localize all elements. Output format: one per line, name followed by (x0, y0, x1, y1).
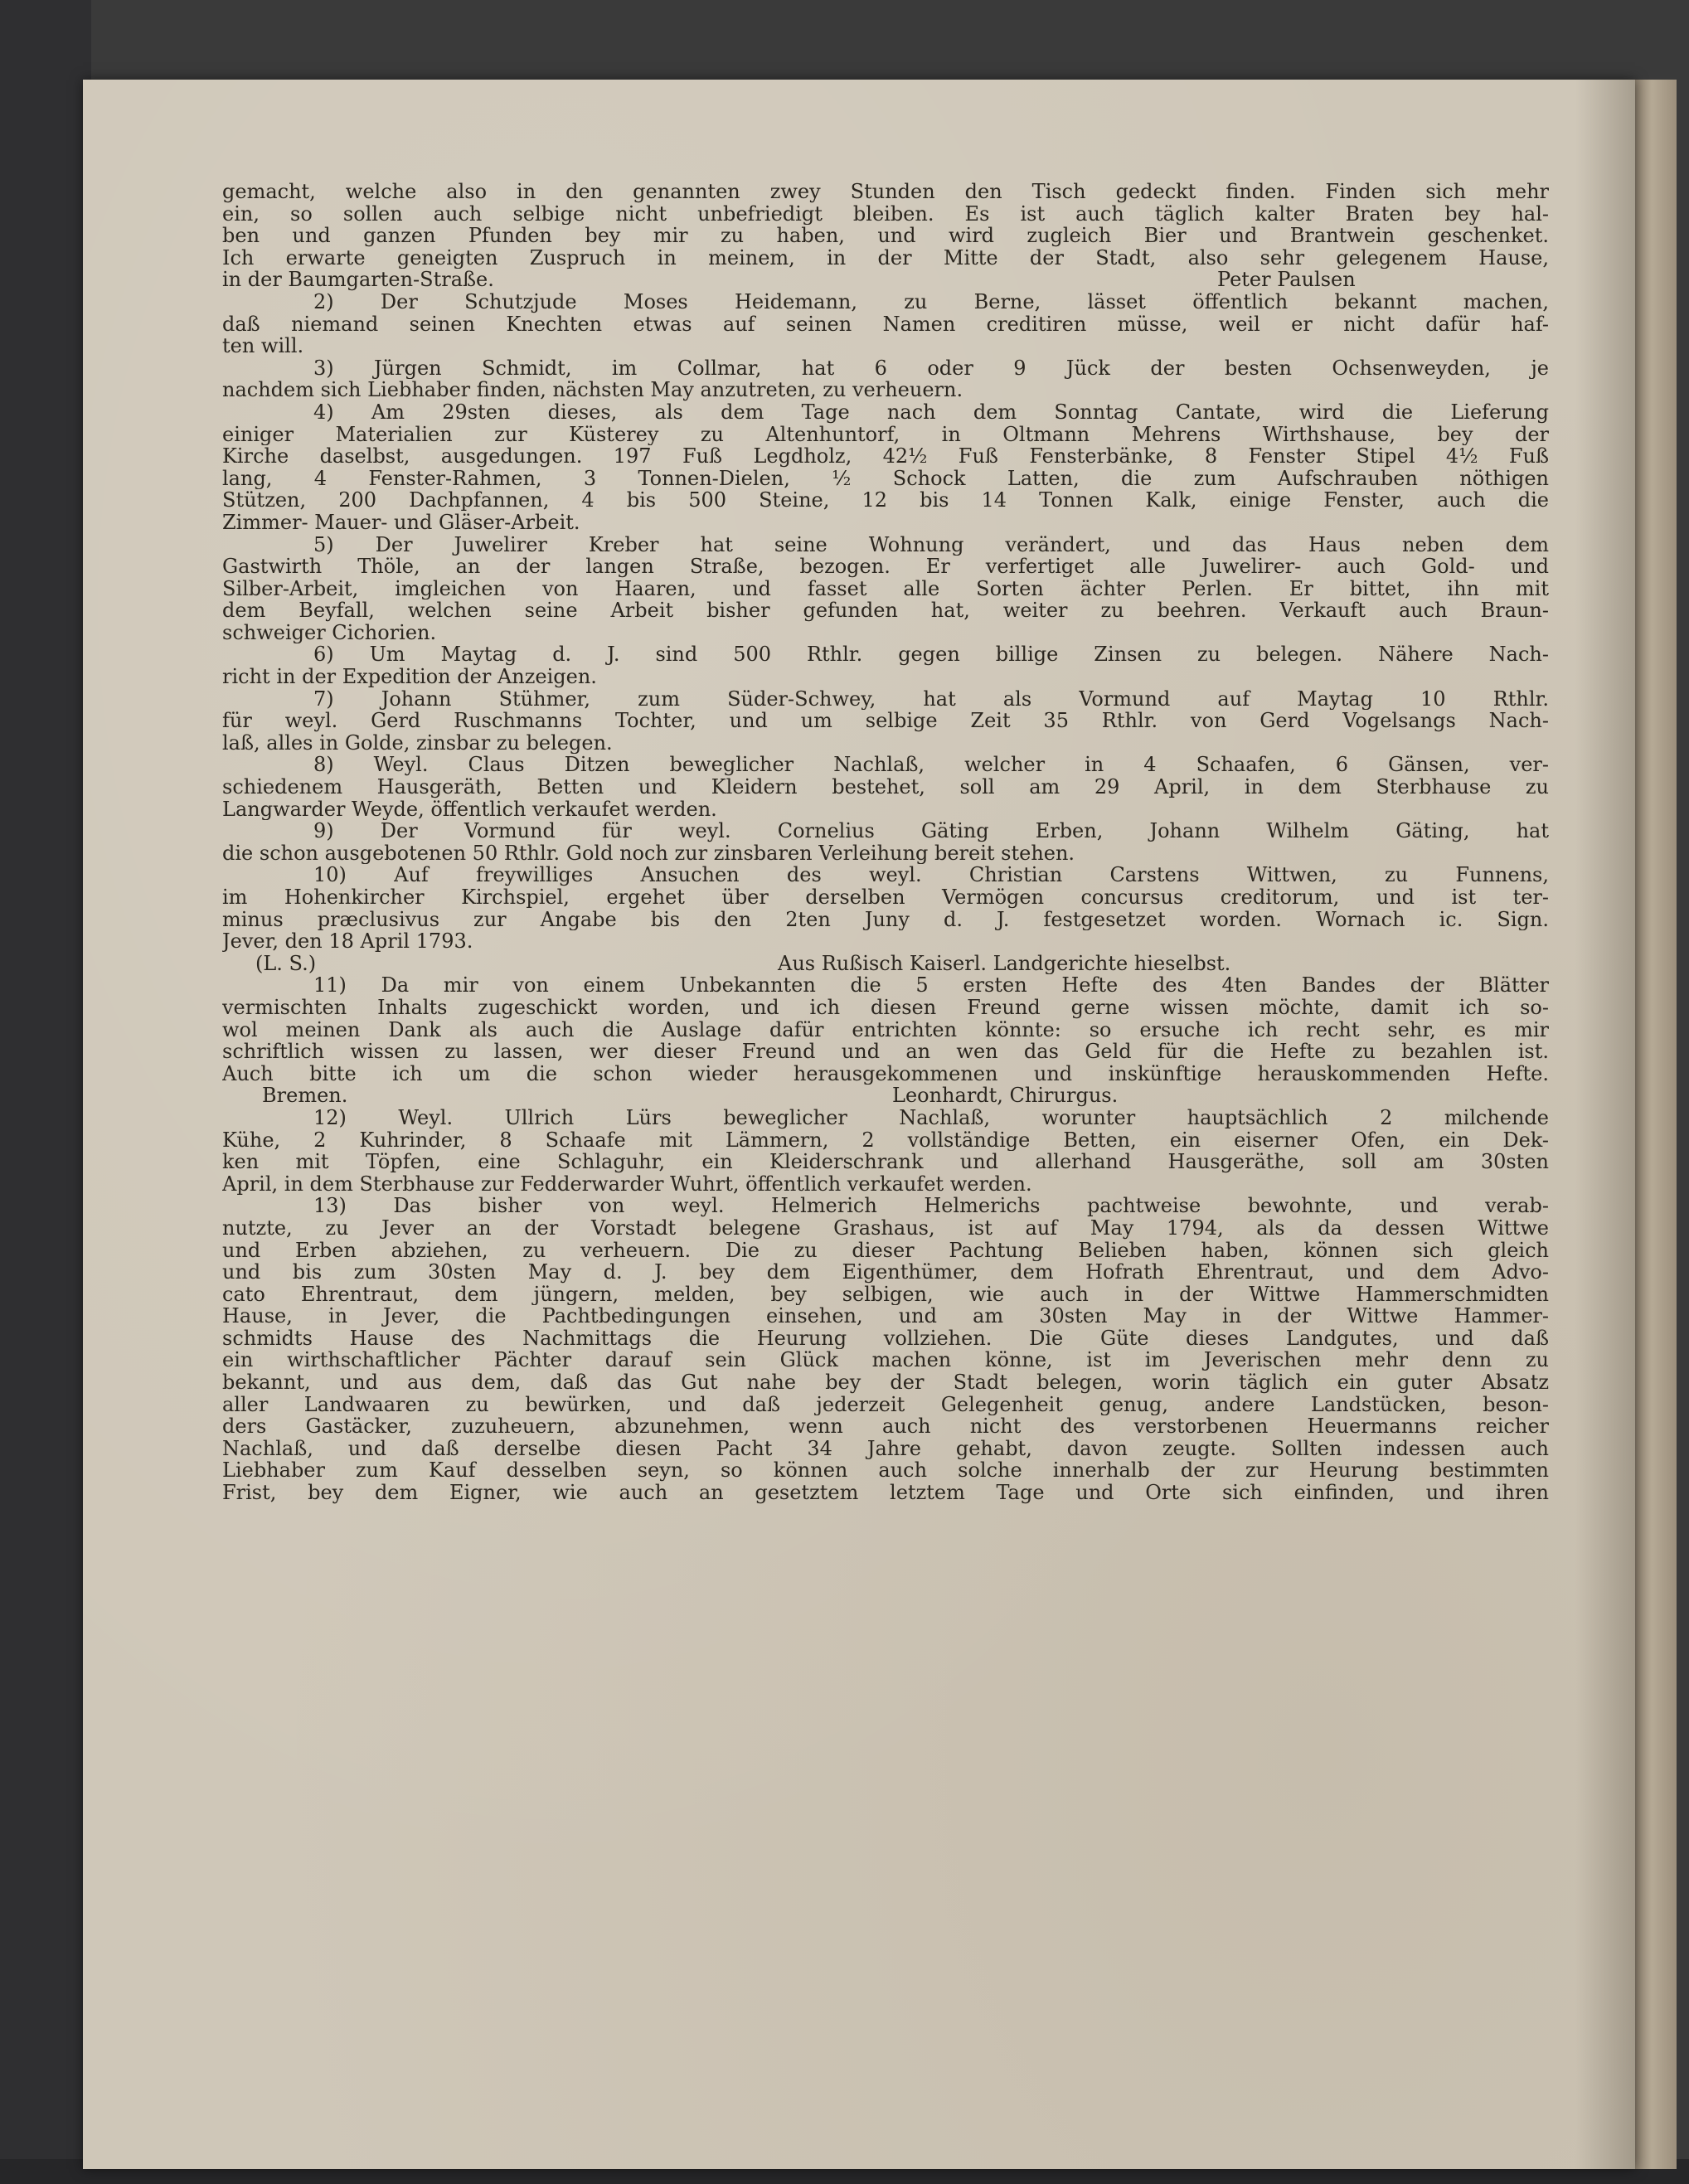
text-line: schiedenem Hausgeräth, Betten und Kleidern bestehet, soll am 29 April, in dem Sterbhause zu (222, 776, 1549, 798)
text-line: 10) Auf freywilliges Ansuchen des weyl. Christian Carstens Wittwen, zu Funnens, (313, 864, 1549, 886)
text-line: Ich erwarte geneigten Zuspruch in meinem, in der Mitte der Stadt, also sehr gelegenem Hause, (222, 246, 1549, 269)
text-line: einiger Materialien zur Küsterey zu Altenhuntorf, in Oltmann Mehrens Wirthshause, bey der (222, 423, 1549, 446)
text-line: ken mit Töpfen, eine Schlaguhr, ein Kleiderschrank und allerhand Hausgeräthe, soll am 30sten (222, 1151, 1549, 1173)
text-line: Jever, den 18 April 1793. (222, 930, 473, 953)
text-line: und bis zum 30sten May d. J. bey dem Eigenthümer, dem Hofrath Ehrentraut, und dem Advo- (222, 1261, 1549, 1284)
text-line: Kirche daselbst, ausgedungen. 197 Fuß Legdholz, 42½ Fuß Fensterbänke, 8 Fenster Stipel 4½ Fuß (222, 445, 1549, 468)
text-line: Hause, in Jever, die Pachtbedingungen einsehen, und am 30sten May in der Wittwe Hammer- (222, 1305, 1549, 1327)
signature-name: Leonhardt, Chirurgus. (892, 1085, 1119, 1107)
text-line: lang, 4 Fenster-Rahmen, 3 Tonnen-Dielen, ½ Schock Latten, die zum Aufschrauben nöthigen (222, 467, 1549, 490)
text-line: Zimmer- Mauer- und Gläser-Arbeit. (222, 511, 580, 534)
text-line: die schon ausgebotenen 50 Rthlr. Gold noch zur zinsbaren Verleihung bereit stehen. (222, 842, 1075, 865)
text-line: ders Gastäcker, zuzuheuern, abzunehmen, wenn auch nicht des verstorbenen Heuermanns reicher (222, 1415, 1549, 1438)
text-line-part: in der Baumgarten-Straße. (222, 269, 494, 291)
signature-line (222, 1085, 1549, 1107)
text-line: 12) Weyl. Ullrich Lürs beweglicher Nachlaß, worunter hauptsächlich 2 milchende (313, 1106, 1549, 1129)
signature-place: Bremen. (262, 1085, 348, 1107)
text-line: 8) Weyl. Claus Ditzen beweglicher Nachlaß, welcher in 4 Schaafen, 6 Gänsen, ver- (313, 754, 1549, 777)
text-line: daß niemand seinen Knechten etwas auf seinen Namen creditiren müsse, weil er nicht dafür haf- (222, 313, 1549, 336)
text-line: Frist, bey dem Eigner, wie auch an gesetztem letztem Tage und Orte sich einfinden, und ihren (222, 1482, 1549, 1504)
text-line: ben und ganzen Pfunden bey mir zu haben, und wird zugleich Bier und Brantwein geschenket. (222, 225, 1549, 247)
text-line: schweiger Cichorien. (222, 621, 437, 644)
text-line: vermischten Inhalts zugeschickt worden, und ich diesen Freund gerne wissen möchte, damit ich so- (222, 996, 1549, 1019)
text-line: Langwarder Weyde, öffentlich verkaufet werden. (222, 798, 717, 821)
text-line: Stützen, 200 Dachpfannen, 4 bis 500 Steine, 12 bis 14 Tonnen Kalk, einige Fenster, auch die (222, 489, 1549, 512)
next-page-edge (1635, 80, 1677, 2169)
text-line: im Hohenkircher Kirchspiel, ergehet über derselben Vermögen concursus creditorum, und ist ter- (222, 886, 1549, 909)
text-line: schriftlich wissen zu lassen, wer dieser Freund und an wen das Geld für die Hefte zu bezahlen ist. (222, 1041, 1549, 1063)
text-line: 2) Der Schutzjude Moses Heidemann, zu Berne, lässet öffentlich bekannt machen, (313, 290, 1549, 313)
text-line: April, in dem Sterbhause zur Fedderwarder Wuhrt, öffentlich verkaufet werden. (222, 1172, 1032, 1196)
text-line (222, 269, 1549, 291)
text-line: Gastwirth Thöle, an der langen Straße, bezogen. Er verfertiget alle Juwelirer- auch Gold- und (222, 556, 1549, 578)
signature-name: Aus Rußisch Kaiserl. Landgerichte hieselbst. (778, 952, 1231, 975)
text-line: Nachlaß, und daß derselbe diesen Pacht 34 Jahre gehabt, davon zeugte. Sollten indessen auch (222, 1437, 1549, 1460)
text-line: Kühe, 2 Kuhrinder, 8 Schaafe mit Lämmern, 2 vollständige Betten, ein eiserner Ofen, ein Dek- (222, 1128, 1549, 1152)
seal-mark: (L. S.) (255, 952, 317, 975)
text-line: 9) Der Vormund für weyl. Cornelius Gäting Erben, Johann Wilhelm Gäting, hat (313, 820, 1549, 842)
signature-name: Peter Paulsen (1217, 269, 1356, 291)
text-line: 3) Jürgen Schmidt, im Collmar, hat 6 oder 9 Jück der besten Ochsenweyden, je (313, 357, 1549, 380)
text-line: nutzte, zu Jever an der Vorstadt belegene Grashaus, ist auf May 1794, als da dessen Wittwe (222, 1216, 1549, 1240)
text-line: schmidts Hause des Nachmittags die Heurung vollziehen. Die Güte dieses Landgutes, und daß (222, 1327, 1549, 1350)
text-line: ein wirthschaftlicher Pächter darauf sein Glück machen könne, ist im Jeverischen mehr denn zu (222, 1349, 1549, 1372)
text-line: bekannt, und aus dem, daß das Gut nahe bey der Stadt belegen, worin täglich ein guter Absatz (222, 1371, 1549, 1394)
text-line: dem Beyfall, welchen seine Arbeit bisher gefunden hat, weiter zu beehren. Verkauft auch Braun- (222, 599, 1549, 622)
text-line: 13) Das bisher von weyl. Helmerich Helmerichs pachtweise bewohnte, und verab- (313, 1195, 1549, 1217)
text-line: ein, so sollen auch selbige nicht unbefriedigt bleiben. Es ist auch täglich kalter Braten bey hal- (222, 202, 1549, 226)
text-line: 7) Johann Stühmer, zum Süder-Schwey, hat als Vormund auf Maytag 10 Rthlr. (313, 687, 1549, 711)
text-line: richt in der Expedition der Anzeigen. (222, 666, 597, 688)
text-line: Auch bitte ich um die schon wieder herausgekommenen und inskünftige herauskommenden Hefte. (222, 1062, 1549, 1085)
text-line: für weyl. Gerd Ruschmanns Tochter, und um selbige Zeit 35 Rthlr. von Gerd Vogelsangs Nach- (222, 710, 1549, 732)
text-line: Liebhaber zum Kauf desselben seyn, so können auch solche innerhalb der zur Heurung bestimmten (222, 1459, 1549, 1483)
signature-line (222, 953, 1549, 975)
background-board (0, 0, 91, 2184)
text-line: aller Landwaaren zu bewürken, und daß jederzeit Gelegenheit genug, andere Landstücken, beson- (222, 1393, 1549, 1416)
text-line: minus præclusivus zur Angabe bis den 2ten Juny d. J. festgesetzet worden. Wornach ic. Sign. (222, 908, 1549, 931)
text-line: wol meinen Dank als auch die Auslage dafür entrichten könnte: so ersuche ich recht sehr, es mir (222, 1018, 1549, 1041)
page-gutter-shadow (1575, 80, 1635, 2169)
text-line: 5) Der Juwelirer Kreber hat seine Wohnung verändert, und das Haus neben dem (313, 533, 1549, 556)
text-line: nachdem sich Liebhaber finden, nächsten May anzutreten, zu verheuern. (222, 379, 963, 401)
text-line: und Erben abziehen, zu verheuern. Die zu dieser Pachtung Belieben haben, können sich gleich (222, 1239, 1549, 1262)
text-line: 4) Am 29sten dieses, als dem Tage nach dem Sonntag Cantate, wird die Lieferung (313, 400, 1549, 424)
text-line: ten will. (222, 335, 304, 357)
text-line: Silber-Arbeit, imgleichen von Haaren, und fasset alle Sorten ächter Perlen. Er bittet, ihn mit (222, 577, 1549, 600)
text-line: 6) Um Maytag d. J. sind 500 Rthlr. gegen billige Zinsen zu belegen. Nähere Nach- (313, 643, 1549, 667)
text-line: cato Ehrentraut, dem jüngern, melden, bey selbigen, wie auch in der Wittwe Hammerschmidten (222, 1283, 1549, 1306)
text-line: 11) Da mir von einem Unbekannten die 5 ersten Hefte des 4ten Bandes der Blätter (313, 974, 1549, 997)
text-line: gemacht, welche also in den genannten zwey Stunden den Tisch gedeckt finden. Finden sich mehr (222, 181, 1549, 203)
page-text (222, 181, 1549, 1504)
text-line: laß, alles in Golde, zinsbar zu belegen. (222, 731, 613, 755)
